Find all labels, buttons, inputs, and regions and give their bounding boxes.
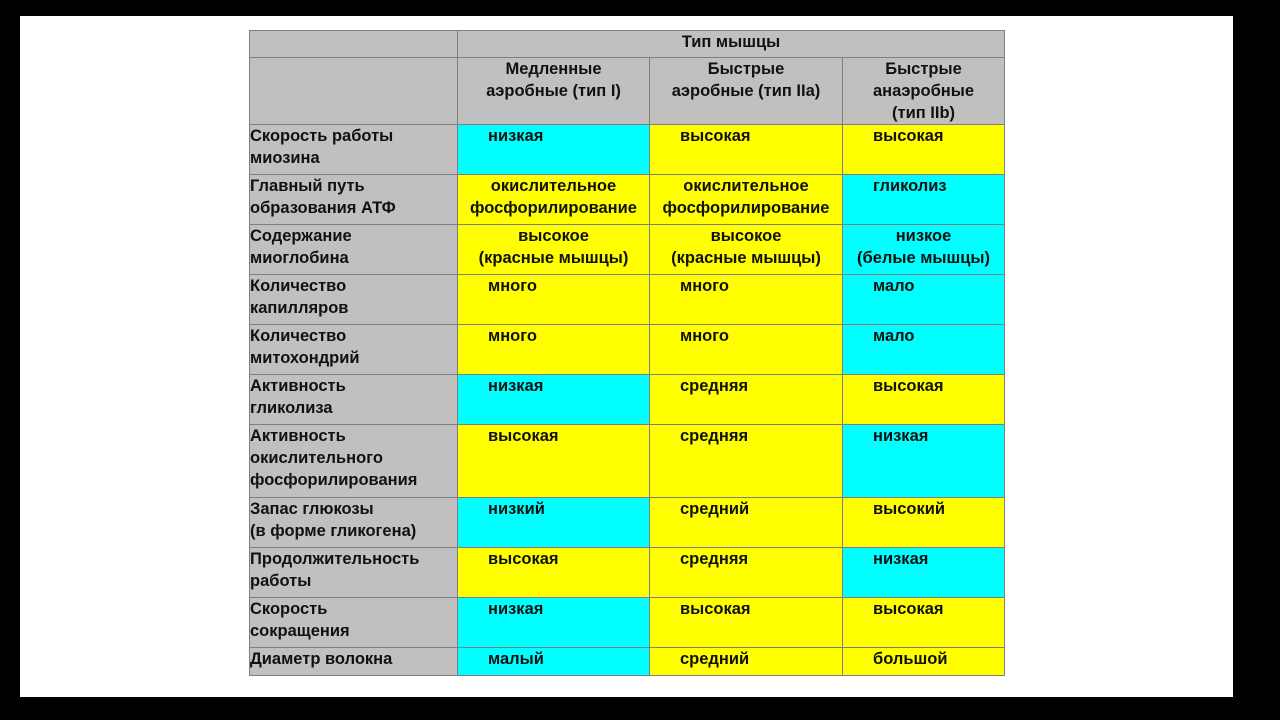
- row-label-line: Запас глюкозы: [250, 500, 374, 518]
- table-cell: [650, 275, 843, 325]
- cell-value: низкое: [895, 227, 952, 245]
- column-header-line: аэробные (тип IIa): [671, 82, 821, 100]
- row-label-line: капилляров: [250, 299, 349, 317]
- table-cell: [843, 225, 1005, 275]
- header-title-row: [250, 31, 1005, 58]
- table-row: [250, 175, 1005, 225]
- table-row: [250, 225, 1005, 275]
- table-cell: [458, 325, 650, 375]
- row-label-line: Количество: [250, 277, 347, 295]
- row-label: [250, 325, 458, 375]
- column-header-line: аэробные (тип I): [486, 82, 621, 100]
- column-header-type-2b: [843, 58, 1005, 125]
- row-label: [250, 375, 458, 425]
- row-label: [250, 175, 458, 225]
- column-header-row: [250, 58, 1005, 125]
- table-cell: [650, 375, 843, 425]
- row-label: [250, 225, 458, 275]
- table-cell: [843, 648, 1005, 676]
- column-header-line: (тип IIb): [892, 104, 956, 122]
- table-cell: [843, 498, 1005, 548]
- table-cell: [843, 375, 1005, 425]
- row-label: [250, 425, 458, 498]
- cell-value: высокий: [873, 500, 946, 518]
- cell-value: низкая: [873, 427, 929, 445]
- cell-value: средняя: [680, 377, 749, 395]
- table-cell: [458, 125, 650, 175]
- table-row: [250, 425, 1005, 498]
- row-label-line: Активность: [250, 377, 346, 395]
- cell-value: средняя: [680, 550, 749, 568]
- column-header-line: Быстрые: [707, 60, 785, 78]
- table-cell: [843, 275, 1005, 325]
- table-row: [250, 125, 1005, 175]
- row-label: [250, 598, 458, 648]
- header-title: Тип мышцы: [458, 31, 1005, 58]
- slide: [20, 16, 1233, 697]
- cell-value: малый: [488, 650, 544, 668]
- cell-value: средний: [680, 500, 750, 518]
- cell-value: низкая: [488, 377, 544, 395]
- row-label-line: Количество: [250, 327, 347, 345]
- cell-value: низкая: [488, 600, 544, 618]
- table-cell: [458, 225, 650, 275]
- cell-value: много: [680, 327, 729, 345]
- cell-value: много: [680, 277, 729, 295]
- table-row: [250, 548, 1005, 598]
- table-cell: [650, 175, 843, 225]
- row-label-line: окислительного: [250, 449, 383, 467]
- table-row: [250, 325, 1005, 375]
- cell-value: высокое: [518, 227, 589, 245]
- row-label-line: миозина: [250, 149, 320, 167]
- table-cell: [843, 325, 1005, 375]
- table-cell: [650, 648, 843, 676]
- cell-value: высокая: [873, 127, 944, 145]
- cell-value: мало: [873, 277, 915, 295]
- cell-value: средняя: [680, 427, 749, 445]
- row-label-line: образования АТФ: [250, 199, 396, 217]
- table-cell: [458, 648, 650, 676]
- cell-value: высокое: [710, 227, 782, 245]
- cell-value: мало: [873, 327, 915, 345]
- table-cell: [843, 548, 1005, 598]
- column-header-line: Медленные: [505, 60, 602, 78]
- row-label-line: Скорость работы: [250, 127, 394, 145]
- table-cell: [650, 225, 843, 275]
- muscle-fiber-table: [249, 30, 1005, 676]
- row-label-line: Диаметр волокна: [250, 650, 393, 668]
- table-row: [250, 375, 1005, 425]
- header-corner-cell: [250, 58, 458, 125]
- cell-value: низкая: [873, 550, 929, 568]
- table-row: [250, 275, 1005, 325]
- row-label-line: Скорость: [250, 600, 328, 618]
- table-cell: [650, 325, 843, 375]
- cell-value: высокая: [680, 600, 751, 618]
- cell-value: окислительное: [490, 177, 617, 195]
- table-row: [250, 598, 1005, 648]
- cell-value: много: [488, 327, 537, 345]
- row-label: [250, 125, 458, 175]
- header-corner-cell: [250, 31, 458, 58]
- cell-value: (красные мышцы): [671, 249, 821, 267]
- table-cell: [843, 125, 1005, 175]
- table-cell: [458, 498, 650, 548]
- cell-value: много: [488, 277, 537, 295]
- row-label-line: миоглобина: [250, 249, 349, 267]
- row-label-line: митохондрий: [250, 349, 360, 367]
- table-cell: [458, 425, 650, 498]
- cell-value: высокая: [873, 600, 944, 618]
- cell-value: окислительное: [683, 177, 809, 195]
- column-header-type-1: [458, 58, 650, 125]
- row-label: [250, 275, 458, 325]
- table-row: [250, 498, 1005, 548]
- cell-value: высокая: [680, 127, 751, 145]
- table-cell: [650, 548, 843, 598]
- row-label-line: Активность: [250, 427, 346, 445]
- column-header-line: анаэробные: [873, 82, 975, 100]
- cell-value: гликолиз: [873, 177, 947, 195]
- row-label-line: Главный путь: [250, 177, 365, 195]
- table-cell: [458, 375, 650, 425]
- column-header-type-2a: [650, 58, 843, 125]
- row-label-line: сокращения: [250, 622, 350, 640]
- cell-value: фосфорилирование: [470, 199, 637, 217]
- table-row: [250, 648, 1005, 676]
- cell-value: высокая: [488, 427, 559, 445]
- cell-value: средний: [680, 650, 750, 668]
- row-label-line: Продолжительность: [250, 550, 420, 568]
- table-cell: [650, 498, 843, 548]
- table-cell: [843, 425, 1005, 498]
- row-label-line: работы: [250, 572, 312, 590]
- cell-value: (белые мышцы): [857, 249, 990, 267]
- row-label-line: (в форме гликогена): [250, 522, 417, 540]
- row-label-line: фосфорилирования: [250, 471, 418, 489]
- table-cell: [650, 425, 843, 498]
- cell-value: большой: [873, 650, 948, 668]
- row-label-line: гликолиза: [250, 399, 333, 417]
- table-cell: [458, 548, 650, 598]
- cell-value: высокая: [873, 377, 944, 395]
- cell-value: высокая: [488, 550, 559, 568]
- row-label: [250, 548, 458, 598]
- table-cell: [843, 598, 1005, 648]
- row-label: [250, 498, 458, 548]
- cell-value: низкий: [488, 500, 545, 518]
- table-cell: [458, 275, 650, 325]
- table-cell: [650, 598, 843, 648]
- table-cell: [458, 598, 650, 648]
- cell-value: (красные мышцы): [478, 249, 629, 267]
- table-cell: [650, 125, 843, 175]
- table-cell: [843, 175, 1005, 225]
- column-header-line: Быстрые: [885, 60, 962, 78]
- row-label: [250, 648, 458, 676]
- row-label-line: Содержание: [250, 227, 352, 245]
- table-cell: [458, 175, 650, 225]
- cell-value: низкая: [488, 127, 544, 145]
- cell-value: фосфорилирование: [662, 199, 830, 217]
